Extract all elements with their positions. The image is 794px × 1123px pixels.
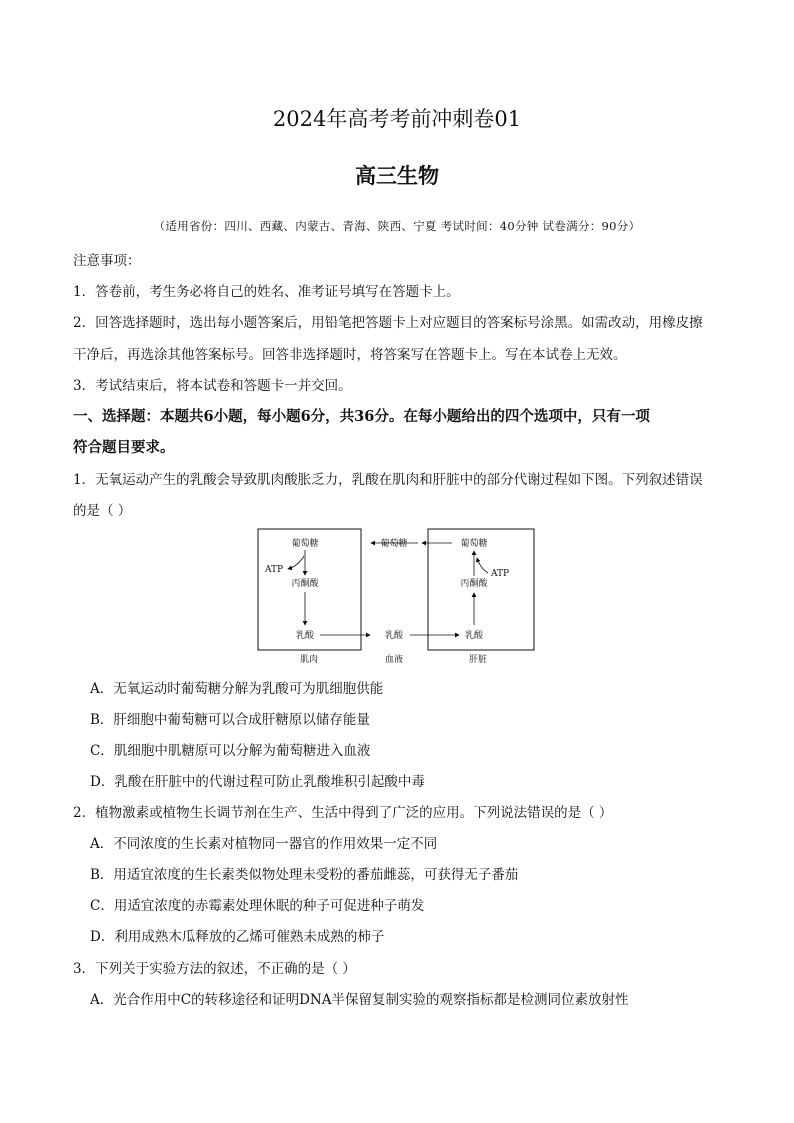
note-item: 1．答卷前，考生务必将自己的姓名、准考证号填写在答题卡上。 (73, 284, 460, 300)
section-heading: 一、选择题：本题共6小题，每小题6分，共36分。在每小题给出的四个选项中，只有一项 (73, 408, 650, 425)
question-2-option-d: D．利用成熟木瓜释放的乙烯可催熟未成熟的柿子 (90, 929, 385, 945)
exam-title: 2024年高考考前冲刺卷01 (272, 107, 522, 131)
muscle-atp-label: ATP (264, 565, 284, 575)
arrow-liver-atp (477, 558, 488, 573)
liver-pyruvate-label: 丙酮酸 (460, 579, 488, 589)
section-heading-cont: 符合题目要求。 (73, 439, 175, 456)
exam-subject: 高三生物 (355, 164, 439, 188)
question-1-option-b: B．肝细胞中葡萄糖可以合成肝糖原以储存能量 (90, 712, 370, 728)
muscle-caption: 肌肉 (299, 655, 319, 665)
exam-info: （适用省份：四川、西藏、内蒙古、青海、陕西、宁夏 考试时间：40分钟 试卷满分：90分） (153, 219, 641, 233)
blood-lactate-label: 乳酸 (384, 631, 404, 641)
question-1-stem: 1．无氧运动产生的乳酸会导致肌肉酸胀乏力，乳酸在肌肉和肝脏中的部分代谢过程如下图。下列叙述错误 (73, 472, 703, 488)
liver-glucose-label: 葡萄糖 (460, 539, 488, 549)
question-1-option-c: C．肌细胞中肌糖原可以分解为葡萄糖进入血液 (90, 743, 371, 759)
question-2-option-c: C．用适宜浓度的赤霉素处理休眠的种子可促进种子萌发 (90, 898, 425, 914)
muscle-pyruvate-label: 丙酮酸 (291, 579, 319, 589)
muscle-glucose-label: 葡萄糖 (291, 539, 319, 549)
question-2-option-b: B．用适宜浓度的生长素类似物处理未受粉的番茄雌蕊，可获得无子番茄 (90, 867, 519, 883)
liver-caption: 肝脏 (468, 655, 488, 665)
lactate-metabolism-diagram (254, 526, 536, 668)
liver-lactate-label: 乳酸 (464, 631, 484, 641)
question-3-stem: 3．下列关于实验方法的叙述，不正确的是（ ） (73, 961, 356, 977)
question-3-option-a: A．光合作用中C的转移途径和证明DNA半保留复制实验的观察指标都是检测同位素放射性 (90, 992, 629, 1008)
arrow-muscle-atp (288, 556, 304, 569)
question-1-option-a: A．无氧运动时葡萄糖分解为乳酸可为肌细胞供能 (90, 681, 384, 697)
note-item: 干净后，再选涂其他答案标号。回答非选择题时，将答案写在答题卡上。写在本试卷上无效。 (73, 347, 627, 363)
blood-glucose-label: 葡萄糖 (380, 539, 408, 549)
note-item: 2．回答选择题时，选出每小题答案后，用铅笔把答题卡上对应题目的答案标号涂黑。如需改动，用橡皮擦 (73, 315, 703, 331)
note-item: 3．考试结束后，将本试卷和答题卡一并交回。 (73, 378, 352, 394)
notes-heading: 注意事项： (73, 253, 141, 269)
liver-atp-label: ATP (490, 569, 510, 579)
question-1-stem-cont: 的是（ ） (73, 503, 132, 519)
question-1-option-d: D．乳酸在肝脏中的代谢过程可防止乳酸堆积引起酸中毒 (90, 774, 425, 790)
question-2-stem: 2．植物激素或植物生长调节剂在生产、生活中得到了广泛的应用。下列说法错误的是（ ） (73, 805, 613, 821)
blood-caption: 血液 (384, 655, 404, 665)
question-2-option-a: A．不同浓度的生长素对植物同一器官的作用效果一定不同 (90, 836, 438, 852)
muscle-lactate-label: 乳酸 (295, 631, 315, 641)
